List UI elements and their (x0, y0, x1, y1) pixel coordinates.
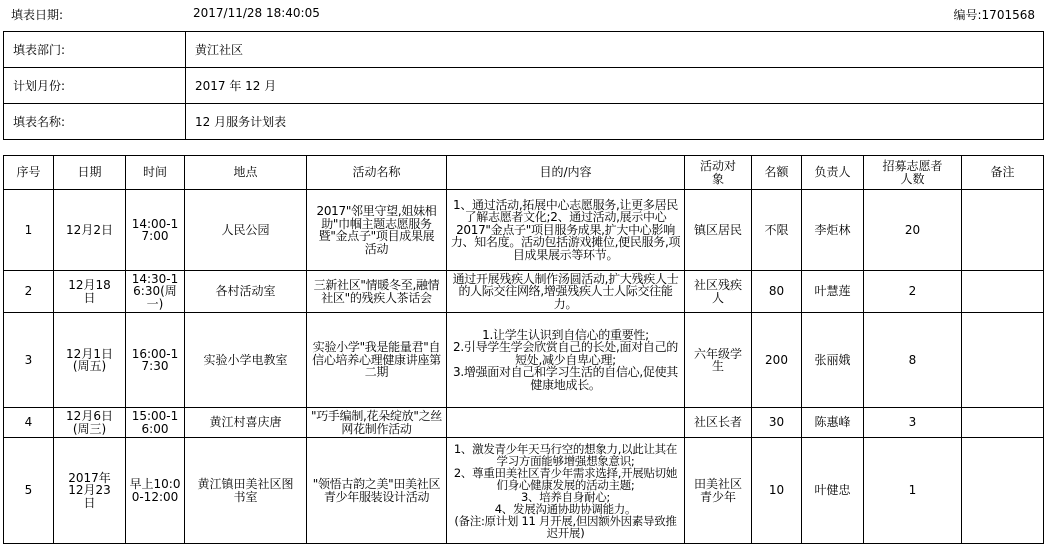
cell-purpose: 1.让学生认识到自信心的重要性; 2.引导学生学会欣赏自己的长处,面对自己的短处,减少自卑心理; 3.增强面对自己和学习生活的自信心,促使其健康地成长。 (447, 313, 685, 408)
cell-purpose: 1、通过活动,拓展中心志愿服务,让更多居民了解志愿者文化;2、通过活动,展示中心 2017"金点子"项目服务成果,扩大中心影响力、知名度。活动包括游戏摊位,便民服务,项目成果展示等环节。 (447, 190, 685, 271)
cell-quota: 30 (752, 408, 802, 438)
cell-target: 镇区居民 (685, 190, 752, 271)
cell-target: 田美社区青少年 (685, 438, 752, 544)
cell-volunteers: 3 (864, 408, 962, 438)
col-header-time: 时间 (126, 156, 185, 190)
fill-date-label: 填表日期: (11, 8, 64, 22)
cell-activity: 2017"邻里守望,姐妹相助"巾帼主题志愿服务暨"金点子"项目成果展活动 (307, 190, 447, 271)
info-value: 2017 年 12 月 (186, 68, 1044, 104)
cell-leader: 李炬林 (802, 190, 864, 271)
cell-target: 社区长者 (685, 408, 752, 438)
cell-quota: 200 (752, 313, 802, 408)
info-label: 计划月份: (4, 68, 186, 104)
table-row (4, 190, 1044, 271)
cell-quota: 10 (752, 438, 802, 544)
info-label: 填表部门: (4, 32, 186, 68)
info-row-name (4, 104, 1044, 140)
cell-no: 4 (4, 408, 54, 438)
table-row (4, 438, 1044, 544)
col-header-date: 日期 (54, 156, 126, 190)
col-header-target: 活动对象 (685, 156, 752, 190)
cell-leader: 叶慧莲 (802, 271, 864, 313)
table-row (4, 271, 1044, 313)
cell-purpose: 1、激发青少年天马行空的想象力,以此让其在学习方面能够增强想象意识; 2、尊重田美社区青少年需求选择,开展贴切她们身心健康发展的活动主题; 3、培养自身耐心; 4、发展沟通协助协调能力。 (备注:原计划 11 月开展,但因额外因素导致推迟开展) (447, 438, 685, 544)
cell-quota: 80 (752, 271, 802, 313)
cell-note (962, 271, 1044, 313)
service-plan-table (3, 155, 1044, 544)
cell-date: 12月6日(周三) (54, 408, 126, 438)
cell-purpose (447, 408, 685, 438)
cell-purpose: 通过开展残疾人制作汤圆活动,扩大残疾人士的人际交往网络,增强残疾人士人际交往能力。 (447, 271, 685, 313)
info-label: 填表名称: (4, 104, 186, 140)
cell-volunteers: 20 (864, 190, 962, 271)
cell-date: 12月18日 (54, 271, 126, 313)
col-header-leader: 负责人 (802, 156, 864, 190)
cell-note (962, 313, 1044, 408)
info-table (3, 31, 1044, 140)
cell-leader: 陈惠峰 (802, 408, 864, 438)
cell-target: 六年级学生 (685, 313, 752, 408)
cell-time: 15:00-16:00 (126, 408, 185, 438)
cell-note (962, 408, 1044, 438)
cell-date: 12月2日 (54, 190, 126, 271)
cell-activity: "巧手编制,花朵绽放"之丝网花制作活动 (307, 408, 447, 438)
cell-time: 14:30-16:30(周一) (126, 271, 185, 313)
cell-place: 黄江镇田美社区图书室 (185, 438, 307, 544)
cell-quota: 不限 (752, 190, 802, 271)
cell-time: 16:00-17:30 (126, 313, 185, 408)
cell-no: 5 (4, 438, 54, 544)
cell-leader: 叶健忠 (802, 438, 864, 544)
serial-number: 编号:1701568 (953, 8, 1035, 22)
cell-time: 14:00-17:00 (126, 190, 185, 271)
cell-activity: 三新社区"情暖冬至,融情社区"的残疾人茶话会 (307, 271, 447, 313)
col-header-purpose: 目的/内容 (447, 156, 685, 190)
col-header-activity: 活动名称 (307, 156, 447, 190)
cell-place: 各村活动室 (185, 271, 307, 313)
table-row (4, 408, 1044, 438)
cell-volunteers: 2 (864, 271, 962, 313)
cell-activity: "领悟古韵之美"田美社区青少年服装设计活动 (307, 438, 447, 544)
cell-leader: 张丽娥 (802, 313, 864, 408)
info-value: 12 月服务计划表 (186, 104, 1044, 140)
cell-target: 社区残疾人 (685, 271, 752, 313)
table-row (4, 313, 1044, 408)
cell-note (962, 190, 1044, 271)
cell-no: 2 (4, 271, 54, 313)
col-header-place: 地点 (185, 156, 307, 190)
cell-date: 2017年12月23日 (54, 438, 126, 544)
info-value: 黄江社区 (186, 32, 1044, 68)
cell-volunteers: 8 (864, 313, 962, 408)
cell-place: 黄江村喜庆唐 (185, 408, 307, 438)
cell-note (962, 438, 1044, 544)
top-bar (0, 0, 1046, 26)
table-header-row (4, 156, 1044, 190)
col-header-quota: 名额 (752, 156, 802, 190)
cell-no: 1 (4, 190, 54, 271)
col-header-volunteers: 招募志愿者人数 (864, 156, 962, 190)
cell-volunteers: 1 (864, 438, 962, 544)
cell-activity: 实验小学"我是能量君"自信心培养心理健康讲座第二期 (307, 313, 447, 408)
cell-date: 12月1日(周五) (54, 313, 126, 408)
cell-no: 3 (4, 313, 54, 408)
info-row-department (4, 32, 1044, 68)
cell-place: 实验小学电教室 (185, 313, 307, 408)
cell-time: 早上10:00-12:00 (126, 438, 185, 544)
col-header-no: 序号 (4, 156, 54, 190)
cell-place: 人民公园 (185, 190, 307, 271)
info-row-month (4, 68, 1044, 104)
col-header-note: 备注 (962, 156, 1044, 190)
fill-date-value: 2017/11/28 18:40:05 (193, 6, 320, 20)
